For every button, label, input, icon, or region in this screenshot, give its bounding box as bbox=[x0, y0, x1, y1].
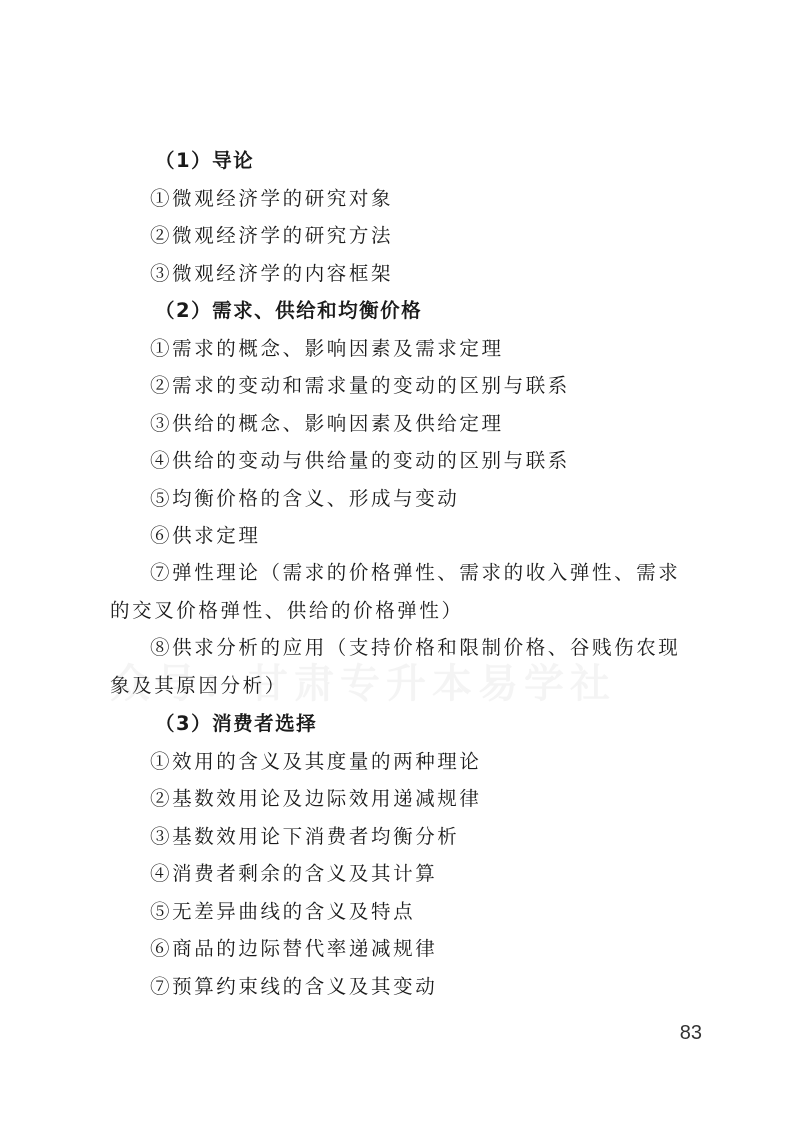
list-item: ①需求的概念、影响因素及需求定理 bbox=[150, 337, 504, 360]
section-heading-intro: （1）导论 bbox=[155, 149, 255, 172]
list-item: ⑥商品的边际替代率递减规律 bbox=[150, 937, 438, 960]
list-item: ③微观经济学的内容框架 bbox=[150, 262, 394, 285]
page-number: 83 bbox=[679, 1022, 702, 1044]
list-item: ⑦预算约束线的含义及其变动 bbox=[150, 975, 438, 998]
list-item: ④供给的变动与供给量的变动的区别与联系 bbox=[150, 449, 570, 472]
list-item: ③基数效用论下消费者均衡分析 bbox=[150, 825, 460, 848]
section-heading-consumer-choice: （3）消费者选择 bbox=[155, 712, 318, 735]
section-heading-supply-demand: （2）需求、供给和均衡价格 bbox=[155, 299, 423, 322]
list-item: ⑤无差异曲线的含义及特点 bbox=[150, 900, 416, 923]
list-item: ②微观经济学的研究方法 bbox=[150, 224, 394, 247]
list-item: ①微观经济学的研究对象 bbox=[150, 187, 394, 210]
list-item: ②需求的变动和需求量的变动的区别与联系 bbox=[150, 374, 570, 397]
list-item: ①效用的含义及其度量的两种理论 bbox=[150, 750, 482, 773]
list-item: ⑤均衡价格的含义、形成与变动 bbox=[150, 487, 460, 510]
list-item: ②基数效用论及边际效用递减规律 bbox=[150, 787, 482, 810]
list-item: ⑧供求分析的应用（支持价格和限制价格、谷贱伤农现象及其原因分析） bbox=[110, 636, 681, 697]
list-item: ⑥供求定理 bbox=[150, 524, 261, 547]
list-item: ④消费者剩余的含义及其计算 bbox=[150, 862, 438, 885]
list-item: ⑦弹性理论（需求的价格弹性、需求的收入弹性、需求的交叉价格弹性、供给的价格弹性） bbox=[110, 561, 681, 622]
list-item: ③供给的概念、影响因素及供给定理 bbox=[150, 412, 504, 435]
